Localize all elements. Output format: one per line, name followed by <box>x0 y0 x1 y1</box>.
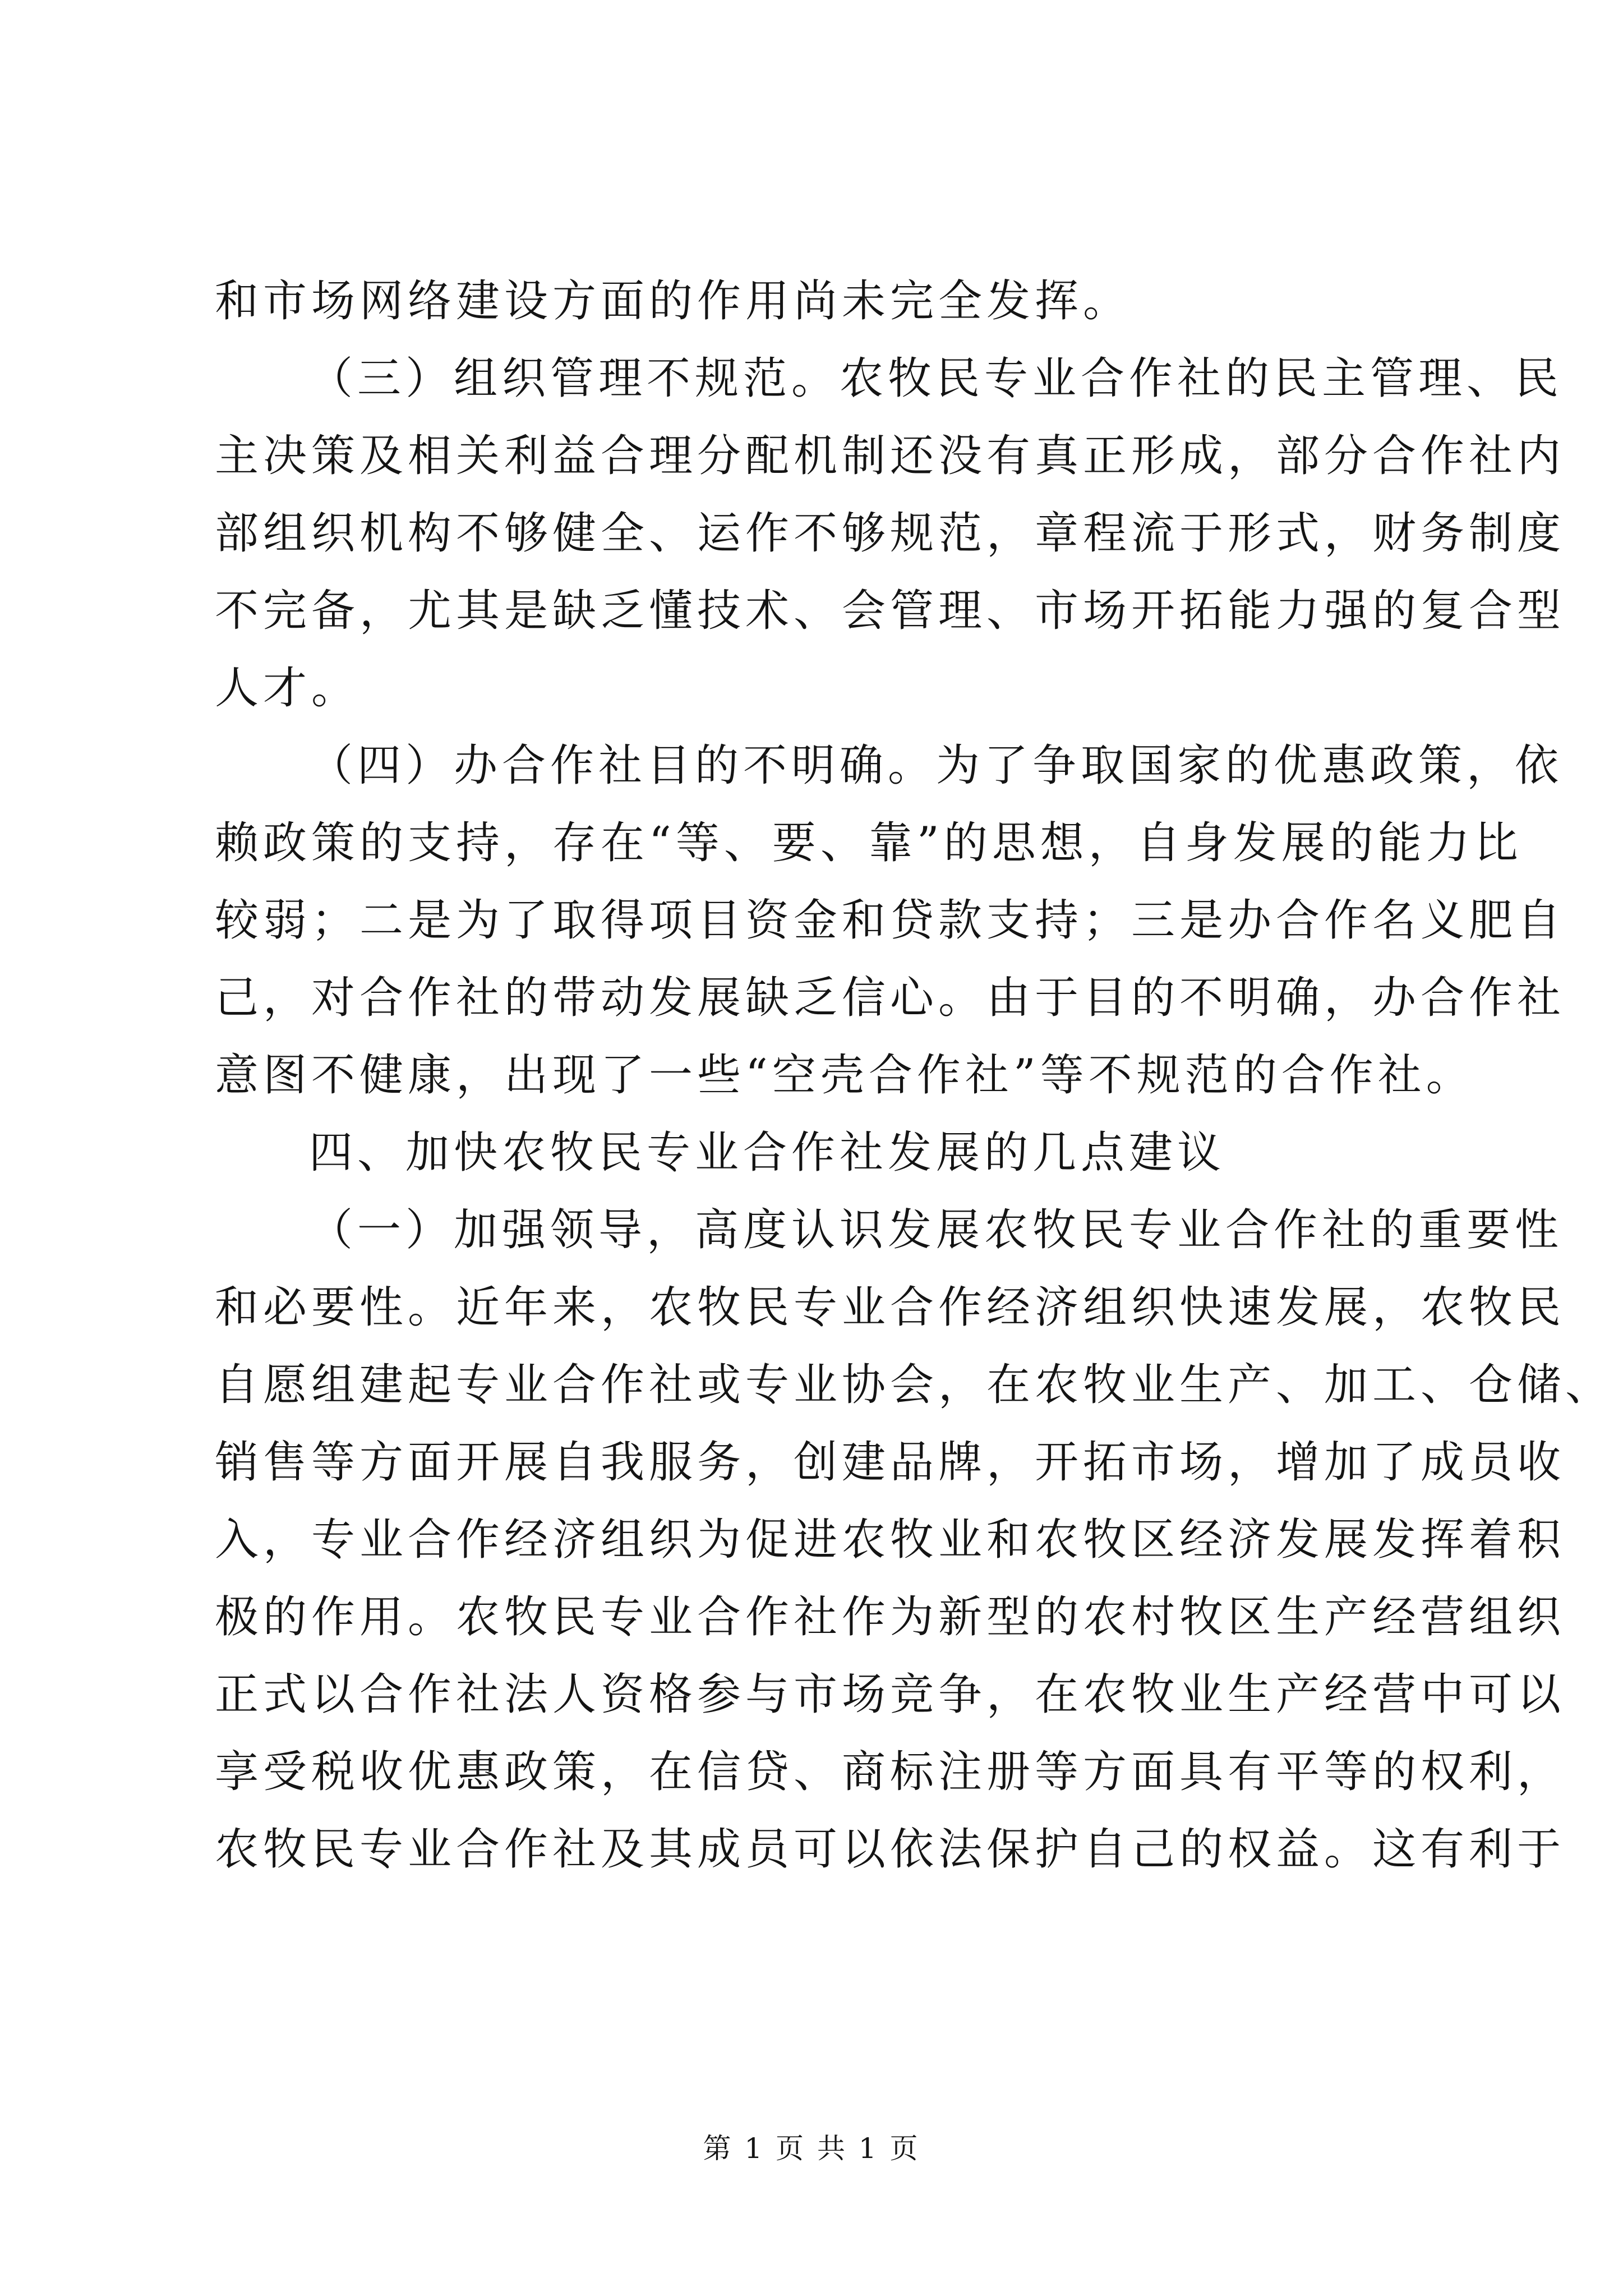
text-line: 人才。 <box>215 663 360 714</box>
text-line: 较弱；二是为了取得项目资金和贷款支持；三是办合作名义肥自 <box>215 895 1566 946</box>
text-line: 赖政策的支持，存在“等、要、靠”的思想，自身发展的能力比 <box>215 818 1523 868</box>
text-line: 销售等方面开展自我服务，创建品牌，开拓市场，增加了成员收 <box>215 1437 1566 1488</box>
text-line: 部组织机构不够健全、运作不够规范，章程流于形式，财务制度 <box>215 508 1566 559</box>
text-line: 主决策及相关利益合理分配机制还没有真正形成，部分合作社内 <box>215 431 1566 481</box>
page-footer: 第 1 页 共 1 页 <box>703 2132 920 2165</box>
text-line: 自愿组建起专业合作社或专业协会，在农牧业生产、加工、仓储、 <box>215 1360 1614 1410</box>
text-line: 入，专业合作经济组织为促进农牧业和农牧区经济发展发挥着积 <box>215 1515 1566 1565</box>
text-line: 享受税收优惠政策，在信贷、商标注册等方面具有平等的权利， <box>215 1747 1566 1797</box>
document-body <box>215 263 1614 1888</box>
text-line: 极的作用。农牧民专业合作社作为新型的农村牧区生产经营组织 <box>215 1592 1566 1642</box>
text-line: （一）加强领导，高度认识发展农牧民专业合作社的重要性 <box>309 1205 1564 1255</box>
text-line: 和必要性。近年来，农牧民专业合作经济组织快速发展，农牧民 <box>215 1282 1566 1333</box>
text-line: （四）办合作社目的不明确。为了争取国家的优惠政策，依 <box>309 740 1564 791</box>
text-line: 己，对合作社的带动发展缺乏信心。由于目的不明确，办合作社 <box>215 973 1566 1023</box>
text-line: 意图不健康，出现了一些“空壳合作社”等不规范的合作社。 <box>215 1050 1474 1101</box>
text-line: 农牧民专业合作社及其成员可以依法保护自己的权益。这有利于 <box>215 1824 1566 1875</box>
text-line: （三）组织管理不规范。农牧民专业合作社的民主管理、民 <box>309 353 1564 404</box>
text-line: 和市场网络建设方面的作用尚未完全发挥。 <box>215 276 1132 326</box>
section-heading: 四、加快农牧民专业合作社发展的几点建议 <box>309 1128 1226 1178</box>
text-line: 不完备，尤其是缺乏懂技术、会管理、市场开拓能力强的复合型 <box>215 586 1566 636</box>
text-line: 正式以合作社法人资格参与市场竞争，在农牧业生产经营中可以 <box>215 1669 1566 1720</box>
